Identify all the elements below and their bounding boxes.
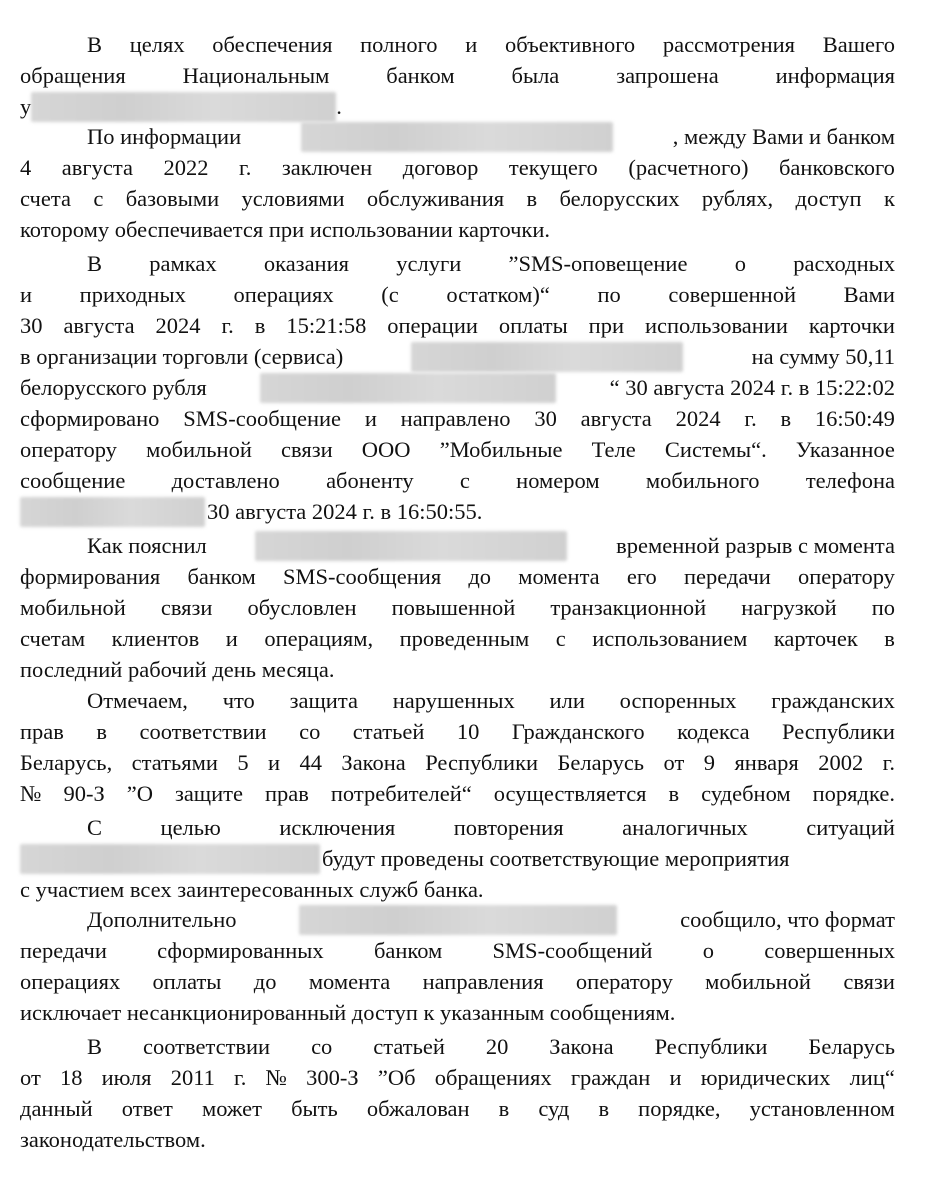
text-line bbox=[20, 61, 895, 91]
word: клиентов bbox=[111, 626, 200, 651]
word: от bbox=[663, 750, 685, 775]
word: текущего bbox=[508, 155, 598, 180]
line-text-after: временной разрыв с момента bbox=[616, 533, 895, 558]
word: быть bbox=[291, 1096, 338, 1121]
text-line bbox=[87, 813, 895, 843]
word: в bbox=[780, 406, 792, 431]
word: ”Мобильные bbox=[439, 437, 563, 462]
word: проведенным bbox=[399, 626, 530, 651]
word: до bbox=[253, 969, 277, 994]
word: 2024 bbox=[675, 406, 721, 431]
word: связи bbox=[843, 969, 895, 994]
text-line bbox=[20, 1094, 895, 1124]
word: Национальным bbox=[182, 63, 330, 88]
line-text-after: будут проведены соответствующие мероприятия bbox=[322, 846, 790, 871]
text-line bbox=[20, 655, 895, 685]
word: в bbox=[254, 313, 266, 338]
word: 90-З bbox=[63, 781, 105, 806]
text-line bbox=[87, 531, 895, 561]
word: в bbox=[884, 626, 895, 651]
word: операциях bbox=[233, 282, 334, 307]
word: рамках bbox=[149, 251, 217, 276]
word: судебном bbox=[701, 781, 791, 806]
word: г. bbox=[882, 750, 895, 775]
redacted-block bbox=[20, 497, 205, 527]
word: формирования bbox=[20, 564, 161, 589]
word: оплаты bbox=[498, 313, 568, 338]
word: о bbox=[702, 938, 714, 963]
word: заключен bbox=[281, 155, 373, 180]
word: потребителей“ bbox=[330, 781, 472, 806]
word: Вашего bbox=[822, 32, 895, 57]
word: № bbox=[265, 1065, 287, 1090]
word: ООО bbox=[361, 437, 411, 462]
line-text: законодательством. bbox=[20, 1127, 206, 1152]
word: оказания bbox=[263, 251, 349, 276]
word: направлено bbox=[400, 406, 511, 431]
line-text-before: белорусского рубля bbox=[20, 375, 207, 400]
line-text-after: сообщило, что формат bbox=[680, 907, 895, 932]
word: 30 bbox=[534, 406, 557, 431]
word: осуществляется bbox=[493, 781, 647, 806]
word: Указанное bbox=[795, 437, 895, 462]
word: соответствии bbox=[139, 719, 267, 744]
word: (расчетного) bbox=[628, 155, 749, 180]
word: г. bbox=[744, 406, 757, 431]
word: мобильной bbox=[146, 437, 252, 462]
word: января bbox=[734, 750, 799, 775]
word: 10 bbox=[456, 719, 480, 744]
word: договор bbox=[402, 155, 479, 180]
word: 5 bbox=[237, 750, 249, 775]
word: защите bbox=[174, 781, 243, 806]
word: доставлено bbox=[171, 468, 280, 493]
text-line bbox=[20, 748, 895, 778]
word: со bbox=[311, 1034, 333, 1059]
text-line bbox=[20, 717, 895, 747]
word: оператору bbox=[20, 437, 117, 462]
word: что bbox=[222, 688, 255, 713]
line-text-before: Как пояснил bbox=[87, 533, 207, 558]
word: граждан bbox=[570, 1065, 651, 1090]
word: транзакционной bbox=[550, 595, 707, 620]
word: Вами bbox=[843, 282, 895, 307]
text-line bbox=[20, 844, 895, 874]
redacted-block bbox=[260, 373, 556, 403]
word: кодекса bbox=[677, 719, 750, 744]
word: от bbox=[20, 1065, 41, 1090]
word: установленном bbox=[749, 1096, 895, 1121]
word: августа bbox=[63, 313, 135, 338]
word: и bbox=[465, 32, 478, 57]
word: 2011 bbox=[170, 1065, 215, 1090]
word: статьями bbox=[131, 750, 218, 775]
word: статьей bbox=[352, 719, 425, 744]
word: июля bbox=[101, 1065, 152, 1090]
text-line bbox=[87, 30, 895, 60]
word: (с bbox=[381, 282, 399, 307]
line-text-before: в организации торговли (сервиса) bbox=[20, 344, 344, 369]
word: банковского bbox=[778, 155, 895, 180]
word: передачи bbox=[683, 564, 771, 589]
word: у bbox=[20, 94, 32, 119]
word: Гражданского bbox=[511, 719, 645, 744]
word: порядке, bbox=[638, 1096, 721, 1121]
word: услуги bbox=[396, 251, 462, 276]
text-line bbox=[87, 905, 895, 935]
text-line bbox=[20, 936, 895, 966]
redacted-block bbox=[20, 844, 320, 874]
text-line bbox=[20, 1063, 895, 1093]
word: Системы“. bbox=[664, 437, 767, 462]
word: г. bbox=[234, 1065, 247, 1090]
word: передачи bbox=[20, 938, 107, 963]
word: нарушенных bbox=[392, 688, 515, 713]
line-text-before: По информации bbox=[87, 124, 242, 149]
word: использовании bbox=[644, 313, 788, 338]
redacted-block bbox=[301, 122, 613, 152]
word: № bbox=[20, 781, 42, 806]
text-line bbox=[20, 215, 895, 245]
text-line bbox=[20, 1125, 895, 1155]
word: номером bbox=[516, 468, 600, 493]
word: карточек bbox=[773, 626, 858, 651]
word: телефона bbox=[805, 468, 895, 493]
word: расходных bbox=[793, 251, 895, 276]
word: с bbox=[93, 186, 104, 211]
text-line bbox=[20, 562, 895, 592]
word: Закона bbox=[341, 750, 406, 775]
text-line bbox=[20, 92, 895, 122]
word: и bbox=[225, 626, 238, 651]
word: Отмечаем, bbox=[87, 688, 188, 713]
word: связи bbox=[281, 437, 333, 462]
word: г. bbox=[239, 155, 252, 180]
word: была bbox=[511, 63, 560, 88]
word: 20 bbox=[485, 1034, 509, 1059]
word: Беларусь bbox=[808, 1034, 895, 1059]
word: нагрузкой bbox=[741, 595, 837, 620]
word: данный bbox=[20, 1096, 93, 1121]
word: гражданских bbox=[771, 688, 895, 713]
redacted-block bbox=[299, 905, 617, 935]
text-line bbox=[20, 967, 895, 997]
word: банком bbox=[386, 63, 455, 88]
word: сообщение bbox=[20, 468, 126, 493]
line-text-after: 30 августа 2024 г. в 16:50:55. bbox=[207, 499, 483, 524]
word: юридических bbox=[700, 1065, 831, 1090]
word: защита bbox=[289, 688, 358, 713]
text-line bbox=[20, 998, 895, 1028]
word: приходных bbox=[79, 282, 186, 307]
word: августа bbox=[580, 406, 652, 431]
word: по bbox=[597, 282, 621, 307]
word: или bbox=[549, 688, 585, 713]
word: к bbox=[883, 186, 895, 211]
word: 18 bbox=[59, 1065, 83, 1090]
word: прав bbox=[264, 781, 309, 806]
word: сформировано bbox=[20, 406, 160, 431]
word: со bbox=[299, 719, 321, 744]
text-line bbox=[20, 342, 895, 372]
word: лиц“ bbox=[849, 1065, 895, 1090]
redacted-block bbox=[255, 531, 567, 561]
word: сформированных bbox=[157, 938, 324, 963]
word: в bbox=[598, 1096, 610, 1121]
word: оспоренных bbox=[619, 688, 737, 713]
word: связи bbox=[160, 595, 213, 620]
text-line bbox=[20, 280, 895, 310]
word: ”О bbox=[126, 781, 153, 806]
text-line bbox=[20, 404, 895, 434]
text-line bbox=[20, 875, 895, 905]
word: оплаты bbox=[152, 969, 222, 994]
word: рассмотрения bbox=[662, 32, 796, 57]
word: Беларусь bbox=[557, 750, 645, 775]
word: с bbox=[459, 468, 470, 493]
word: повторения bbox=[453, 815, 564, 840]
word: ситуаций bbox=[806, 815, 895, 840]
word: В bbox=[87, 32, 103, 57]
text-line bbox=[87, 249, 895, 279]
word: соответствии bbox=[142, 1034, 271, 1059]
word: остатком)“ bbox=[446, 282, 550, 307]
word: Республики bbox=[425, 750, 539, 775]
word: совершенной bbox=[668, 282, 797, 307]
word: Беларусь, bbox=[20, 750, 113, 775]
word: и bbox=[364, 406, 377, 431]
word: ”SMS-оповещение bbox=[508, 251, 688, 276]
word: В bbox=[87, 251, 103, 276]
word: рублях, bbox=[701, 186, 774, 211]
word: операциям, bbox=[264, 626, 374, 651]
word: 15:21:58 bbox=[286, 313, 367, 338]
word: обеспечения bbox=[212, 32, 333, 57]
word: обусловлен bbox=[247, 595, 357, 620]
word: и bbox=[20, 282, 33, 307]
word: ”Об bbox=[377, 1065, 416, 1090]
text-line bbox=[20, 466, 895, 496]
word: информация bbox=[775, 63, 895, 88]
word: доступ bbox=[795, 186, 862, 211]
text-line bbox=[87, 1032, 895, 1062]
word: операциях bbox=[20, 969, 121, 994]
line-text-before: Дополнительно bbox=[87, 907, 237, 932]
word: целью bbox=[160, 815, 221, 840]
line-text-after: “ 30 августа 2024 г. в 15:22:02 bbox=[609, 375, 895, 400]
word: SMS-сообщений bbox=[492, 938, 653, 963]
word: 2024 bbox=[155, 313, 201, 338]
line-text: которому обеспечивается при использовании карточки. bbox=[20, 217, 551, 242]
word: при bbox=[588, 313, 624, 338]
word: в bbox=[498, 1096, 510, 1121]
word: Закона bbox=[549, 1034, 614, 1059]
word: его bbox=[626, 564, 657, 589]
word: 30 bbox=[20, 313, 43, 338]
line-text: исключает несанкционированный доступ к указанным сообщениям. bbox=[20, 1000, 676, 1025]
word: обжалован bbox=[366, 1096, 470, 1121]
line-text: последний рабочий день месяца. bbox=[20, 657, 335, 682]
text-line bbox=[20, 373, 895, 403]
word: 9 bbox=[703, 750, 715, 775]
word: базовыми bbox=[125, 186, 220, 211]
word: SMS-сообщения bbox=[282, 564, 442, 589]
word: в bbox=[526, 186, 538, 211]
word: и bbox=[669, 1065, 682, 1090]
word: повышенной bbox=[391, 595, 516, 620]
word: . bbox=[336, 94, 342, 119]
word: в bbox=[668, 781, 680, 806]
word: запрошена bbox=[616, 63, 719, 88]
word: обслуживания bbox=[366, 186, 505, 211]
text-line bbox=[20, 779, 895, 809]
word: мобильной bbox=[20, 595, 126, 620]
word: мобильного bbox=[645, 468, 760, 493]
word: обращениях bbox=[434, 1065, 552, 1090]
word: момента bbox=[518, 564, 600, 589]
word: абоненту bbox=[326, 468, 414, 493]
word: 300-З bbox=[306, 1065, 359, 1090]
word: может bbox=[201, 1096, 262, 1121]
word: объективного bbox=[505, 32, 636, 57]
redacted-block bbox=[31, 92, 336, 122]
word: по bbox=[871, 595, 895, 620]
text-line bbox=[20, 593, 895, 623]
word: ответ bbox=[121, 1096, 173, 1121]
word: 4 bbox=[20, 155, 32, 180]
word: операции bbox=[387, 313, 478, 338]
word: порядке. bbox=[812, 781, 895, 806]
word: 2002 bbox=[818, 750, 864, 775]
word: 2022 bbox=[163, 155, 209, 180]
word: использованием bbox=[592, 626, 748, 651]
word: г. bbox=[221, 313, 234, 338]
word: полного bbox=[360, 32, 438, 57]
word: оператору bbox=[798, 564, 895, 589]
word: совершенных bbox=[764, 938, 895, 963]
word: аналогичных bbox=[622, 815, 748, 840]
word: банком bbox=[187, 564, 256, 589]
word: и bbox=[268, 750, 281, 775]
word: обращения bbox=[20, 63, 126, 88]
word: В bbox=[87, 1034, 103, 1059]
word: прав bbox=[20, 719, 64, 744]
line-text: с участием всех заинтересованных служб банка. bbox=[20, 877, 484, 902]
redacted-block bbox=[411, 342, 683, 372]
word: счета bbox=[20, 186, 71, 211]
word: SMS-сообщение bbox=[183, 406, 342, 431]
text-line bbox=[20, 497, 895, 527]
text-line bbox=[20, 624, 895, 654]
word: счетам bbox=[20, 626, 86, 651]
text-line bbox=[20, 435, 895, 465]
word: целях bbox=[129, 32, 185, 57]
text-line bbox=[20, 311, 895, 341]
word: банком bbox=[373, 938, 443, 963]
word: Теле bbox=[591, 437, 636, 462]
word: до bbox=[468, 564, 492, 589]
word: С bbox=[87, 815, 103, 840]
line-text-after: , между Вами и банком bbox=[672, 124, 895, 149]
word: 16:50:49 bbox=[814, 406, 895, 431]
word: о bbox=[734, 251, 746, 276]
word: исключения bbox=[279, 815, 396, 840]
text-line bbox=[20, 153, 895, 183]
word: Республики bbox=[782, 719, 895, 744]
word: Республики bbox=[654, 1034, 768, 1059]
word: момента bbox=[308, 969, 391, 994]
word: в bbox=[96, 719, 107, 744]
word: направления bbox=[422, 969, 544, 994]
word: 44 bbox=[299, 750, 322, 775]
word: статьей bbox=[373, 1034, 445, 1059]
text-line bbox=[20, 184, 895, 214]
word: условиями bbox=[241, 186, 345, 211]
text-line bbox=[87, 686, 895, 716]
word: августа bbox=[61, 155, 133, 180]
word: с bbox=[555, 626, 566, 651]
word: суд bbox=[538, 1096, 570, 1121]
text-line bbox=[87, 122, 895, 152]
word: мобильной bbox=[705, 969, 811, 994]
word: оператору bbox=[575, 969, 673, 994]
word: белорусских bbox=[559, 186, 680, 211]
line-text-after: на сумму 50,11 bbox=[751, 344, 895, 369]
word: карточки bbox=[808, 313, 895, 338]
